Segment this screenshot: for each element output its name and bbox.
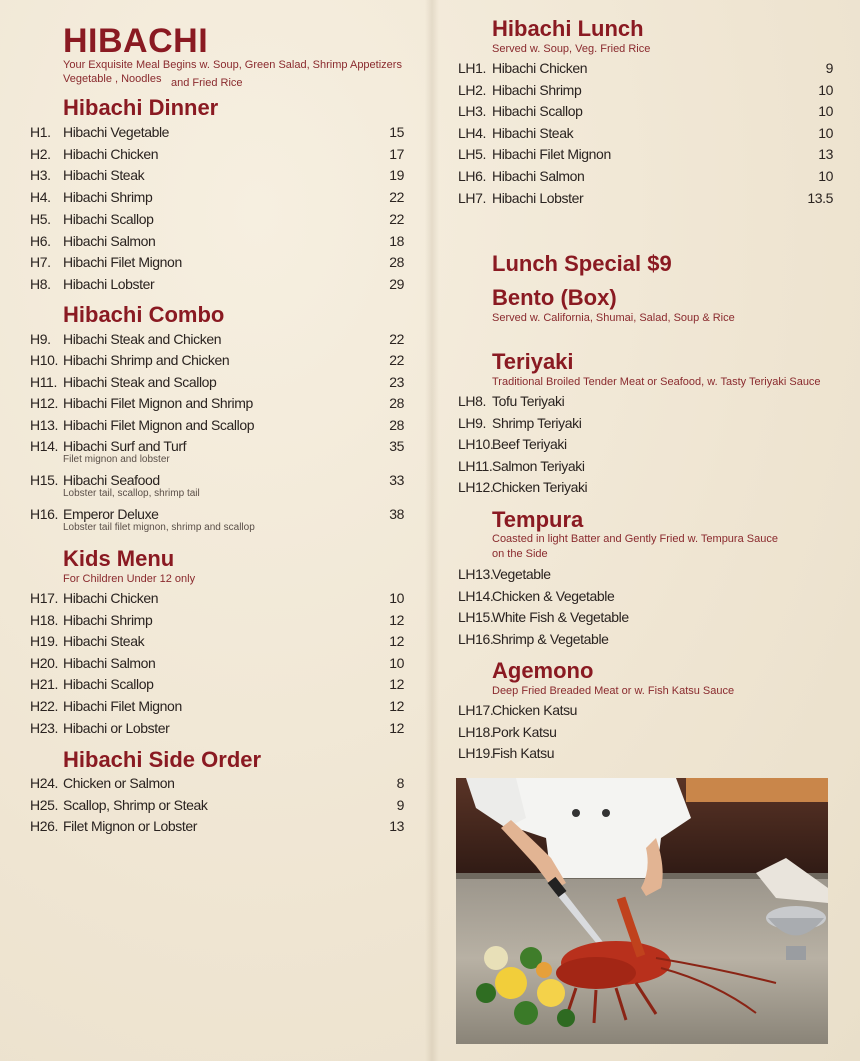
menu-item-name: Hibachi Steak and Scallop — [63, 373, 217, 390]
bento-subtitle: Served w. California, Shumai, Salad, Soup & Rice — [492, 312, 735, 324]
menu-item-code: H4. — [30, 189, 51, 206]
menu-item-name: Chicken & Vegetable — [492, 587, 615, 604]
menu-item — [30, 254, 404, 274]
menu-item — [30, 189, 404, 209]
menu-item-name: Hibachi Vegetable — [63, 124, 170, 140]
menu-item-code: LH7. — [458, 189, 486, 206]
menu-item-code: H26. — [30, 818, 58, 834]
menu-item-name: Hibachi Surf and Turf — [63, 438, 187, 454]
section-title-hibachi-combo: Hibachi Combo — [63, 302, 225, 327]
menu-item — [458, 60, 833, 80]
menu-intro-line2b: and Fried Rice — [171, 77, 243, 89]
menu-item-code: H7. — [30, 254, 51, 271]
menu-item — [458, 146, 833, 166]
menu-intro-line1: Your Exquisite Meal Begins w. Soup, Green Salad, Shrimp Appetizers — [63, 59, 402, 71]
menu-item — [30, 167, 404, 187]
menu-item-name: Vegetable — [492, 566, 551, 582]
menu-item — [30, 633, 404, 653]
menu-item — [30, 590, 404, 610]
menu-item-code: H2. — [30, 145, 51, 162]
menu-item-price: 12 — [389, 611, 404, 628]
menu-item — [30, 775, 404, 795]
menu-item-code: LH2. — [458, 81, 486, 98]
menu-item-price: 10 — [818, 168, 833, 184]
menu-item-price: 12 — [389, 633, 404, 650]
menu-item-name: Hibachi Steak — [63, 633, 145, 650]
menu-item — [458, 393, 833, 413]
menu-item-name: Chicken Teriyaki — [492, 479, 588, 495]
menu-item-price: 8 — [396, 775, 404, 791]
menu-item — [458, 745, 833, 765]
menu-item-price: 10 — [389, 654, 404, 671]
menu-item-name: Hibachi Chicken — [492, 60, 588, 76]
page-fold — [425, 0, 439, 1061]
menu-item-code: LH10. — [458, 436, 494, 452]
menu-item-code: H10. — [30, 352, 58, 369]
menu-item-name: Filet Mignon or Lobster — [63, 818, 197, 834]
menu-item-name: White Fish & Vegetable — [492, 609, 629, 625]
chef-lobster-illustration — [456, 778, 828, 1044]
menu-item-name: Hibachi Steak — [492, 124, 574, 141]
menu-item-code: LH13. — [458, 566, 494, 582]
menu-item — [30, 676, 404, 696]
menu-item-note: Lobster tail, scallop, shrimp tail — [63, 488, 200, 499]
menu-item-code: H25. — [30, 796, 58, 813]
menu-item-name: Hibachi Salmon — [63, 232, 156, 249]
menu-item — [30, 233, 404, 253]
menu-item-code: H20. — [30, 654, 58, 671]
menu-item-name: Pork Katsu — [492, 723, 557, 740]
menu-item-code: LH3. — [458, 103, 486, 120]
menu-item-name: Hibachi Shrimp and Chicken — [63, 352, 230, 369]
menu-item-name: Hibachi Filet Mignon — [63, 698, 182, 714]
menu-item — [30, 612, 404, 632]
section-title-bento: Bento (Box) — [492, 285, 617, 310]
menu-item-price: 9 — [396, 796, 404, 813]
menu-item — [30, 720, 404, 740]
menu-item-code: LH1. — [458, 60, 486, 76]
menu-item-price: 22 — [389, 189, 404, 206]
menu-item — [30, 818, 404, 838]
menu-item-code: LH14. — [458, 587, 494, 604]
menu-item-code: LH11. — [458, 457, 493, 474]
menu-item-code: LH16. — [458, 630, 494, 647]
menu-item — [458, 479, 833, 499]
section-title-kids-menu: Kids Menu — [63, 546, 175, 571]
menu-item — [30, 797, 404, 817]
agemono-subtitle: Deep Fried Breaded Meat or w. Fish Katsu Sauce — [492, 685, 735, 697]
menu-item — [30, 698, 404, 718]
menu-item-price: 17 — [389, 145, 404, 162]
menu-item-code: H1. — [30, 124, 51, 140]
menu-item-code: H8. — [30, 275, 51, 292]
menu-item-name: Hibachi Lobster — [492, 189, 584, 206]
menu-item-price: 9 — [825, 60, 833, 76]
menu-item — [458, 588, 833, 608]
menu-item-name: Chicken or Salmon — [63, 775, 175, 791]
menu-item-code: H19. — [30, 633, 58, 650]
menu-item-code: H14. — [30, 438, 58, 454]
menu-item-price: 22 — [389, 352, 404, 369]
menu-item — [30, 124, 404, 144]
lunch-special-title: Lunch Special $9 — [492, 251, 672, 276]
menu-item-name: Tofu Teriyaki — [492, 393, 565, 409]
menu-item-name: Hibachi or Lobster — [63, 719, 170, 736]
tempura-subtitle-line2: on the Side — [492, 548, 548, 560]
menu-item-name: Hibachi Steak — [63, 167, 145, 184]
menu-item-name: Beef Teriyaki — [492, 436, 567, 452]
menu-item — [30, 146, 404, 166]
menu-item-price: 23 — [389, 373, 404, 390]
menu-item — [458, 724, 833, 744]
menu-item-price: 13 — [818, 146, 833, 163]
menu-item-price: 10 — [818, 103, 833, 120]
menu-item-price: 13.5 — [807, 189, 833, 206]
menu-item-price: 18 — [389, 232, 404, 249]
teriyaki-subtitle: Traditional Broiled Tender Meat or Seafood, w. Tasty Teriyaki Sauce — [492, 376, 821, 388]
menu-item-price: 22 — [389, 331, 404, 347]
section-title-hibachi-dinner: Hibachi Dinner — [63, 95, 219, 120]
menu-item — [458, 458, 833, 478]
menu-item — [458, 415, 833, 435]
hibachi-lunch-subtitle: Served w. Soup, Veg. Fried Rice — [492, 43, 651, 55]
menu-item-note: Lobster tail filet mignon, shrimp and scallop — [63, 522, 255, 533]
menu-item-name: Hibachi Salmon — [63, 654, 156, 671]
menu-item-price: 19 — [389, 167, 404, 184]
menu-item-code: H18. — [30, 611, 58, 628]
menu-title: HIBACHI — [63, 22, 209, 60]
menu-item-code: H16. — [30, 506, 58, 522]
chef-lobster-photo — [456, 778, 828, 1044]
menu-item — [458, 125, 833, 145]
menu-item — [458, 631, 833, 651]
menu-item-name: Hibachi Shrimp — [492, 81, 582, 98]
menu-item-code: H3. — [30, 167, 51, 184]
menu-item-code: H13. — [30, 416, 58, 433]
menu-item-price: 28 — [389, 416, 404, 433]
menu-item — [30, 374, 404, 394]
menu-item-name: Hibachi Chicken — [63, 590, 159, 606]
menu-item-name: Hibachi Lobster — [63, 275, 155, 292]
menu-item — [30, 331, 404, 351]
menu-item-price: 15 — [389, 124, 404, 140]
menu-item — [458, 82, 833, 102]
menu-item-code: LH9. — [458, 414, 486, 431]
menu-item — [30, 417, 404, 437]
section-title-side-order: Hibachi Side Order — [63, 747, 262, 772]
menu-item-code: LH6. — [458, 168, 486, 184]
menu-item-code: H17. — [30, 590, 58, 606]
menu-item — [30, 276, 404, 296]
section-title-agemono: Agemono — [492, 658, 594, 683]
menu-item-price: 33 — [389, 472, 404, 488]
menu-item-code: LH15. — [458, 609, 494, 625]
menu-item-price: 12 — [389, 719, 404, 736]
menu-item-name: Hibachi Filet Mignon and Shrimp — [63, 395, 253, 412]
menu-item-code: LH4. — [458, 124, 486, 141]
menu-item-name: Scallop, Shrimp or Steak — [63, 796, 208, 813]
menu-item — [458, 168, 833, 188]
menu-item-code: LH17. — [458, 702, 494, 718]
menu-item-price: 28 — [389, 395, 404, 412]
menu-item-price: 10 — [389, 590, 404, 606]
menu-item-name: Fish Katsu — [492, 745, 555, 761]
menu-item-price: 12 — [389, 676, 404, 693]
menu-item-code: LH12. — [458, 479, 494, 495]
menu-item-code: H24. — [30, 775, 58, 791]
menu-item-price: 12 — [389, 698, 404, 714]
menu-item — [458, 609, 833, 629]
menu-item — [458, 103, 833, 123]
menu-item-name: Hibachi Steak and Chicken — [63, 331, 222, 347]
menu-item-name: Hibachi Scallop — [63, 210, 154, 227]
menu-item-name: Emperor Deluxe — [63, 506, 159, 522]
menu-item-price: 10 — [818, 124, 833, 141]
menu-item-price: 10 — [818, 81, 833, 98]
menu-item-name: Hibachi Salmon — [492, 168, 585, 184]
section-title-tempura: Tempura — [492, 507, 584, 532]
menu-item-price: 28 — [389, 254, 404, 271]
section-title-teriyaki: Teriyaki — [492, 349, 574, 374]
menu-item-name: Shrimp & Vegetable — [492, 630, 609, 647]
menu-item-name: Hibachi Seafood — [63, 472, 160, 488]
menu-item-code: H23. — [30, 719, 58, 736]
menu-item-code: H21. — [30, 676, 58, 693]
menu-item — [458, 190, 833, 210]
menu-item-code: LH8. — [458, 393, 486, 409]
menu-item-price: 13 — [389, 818, 404, 834]
menu-item-price: 22 — [389, 210, 404, 227]
menu-item-code: H22. — [30, 698, 58, 714]
menu-item-code: H9. — [30, 331, 51, 347]
menu-intro-line2a: Vegetable , Noodles — [63, 73, 162, 85]
menu-item-price: 35 — [389, 438, 404, 454]
menu-item-code: H12. — [30, 395, 58, 412]
menu-item-price: 38 — [389, 506, 404, 522]
menu-item — [30, 655, 404, 675]
menu-item — [30, 395, 404, 415]
menu-item-code: H11. — [30, 373, 57, 390]
menu-item — [30, 211, 404, 231]
kids-menu-subtitle: For Children Under 12 only — [63, 573, 196, 585]
section-title-hibachi-lunch: Hibachi Lunch — [492, 16, 644, 41]
menu-item-name: Hibachi Filet Mignon and Scallop — [63, 416, 255, 433]
menu-item-name: Shrimp Teriyaki — [492, 414, 582, 431]
menu-item-name: Hibachi Filet Mignon — [492, 146, 611, 163]
menu-item-code: LH18. — [458, 723, 494, 740]
menu-item — [458, 436, 833, 456]
menu-item-code: LH5. — [458, 146, 486, 163]
menu-item-code: H5. — [30, 210, 51, 227]
menu-item-price: 29 — [389, 275, 404, 292]
menu-item-name: Chicken Katsu — [492, 702, 578, 718]
menu-item-name: Hibachi Scallop — [63, 676, 154, 693]
menu-item-name: Hibachi Chicken — [63, 145, 159, 162]
menu-item-name: Hibachi Shrimp — [63, 611, 153, 628]
menu-item-code: LH19. — [458, 745, 494, 761]
menu-item-name: Hibachi Filet Mignon — [63, 254, 182, 271]
menu-item-code: H6. — [30, 232, 51, 249]
menu-item-code: H15. — [30, 472, 58, 488]
tempura-subtitle-line1: Coasted in light Batter and Gently Fried w. Tempura Sauce — [492, 533, 778, 545]
menu-item — [458, 566, 833, 586]
menu-item-note: Filet mignon and lobster — [63, 454, 170, 465]
menu-item-name: Hibachi Scallop — [492, 103, 583, 120]
menu-item-name: Hibachi Shrimp — [63, 189, 153, 206]
menu-item — [458, 702, 833, 722]
menu-item — [30, 352, 404, 372]
menu-item-name: Salmon Teriyaki — [492, 457, 585, 474]
